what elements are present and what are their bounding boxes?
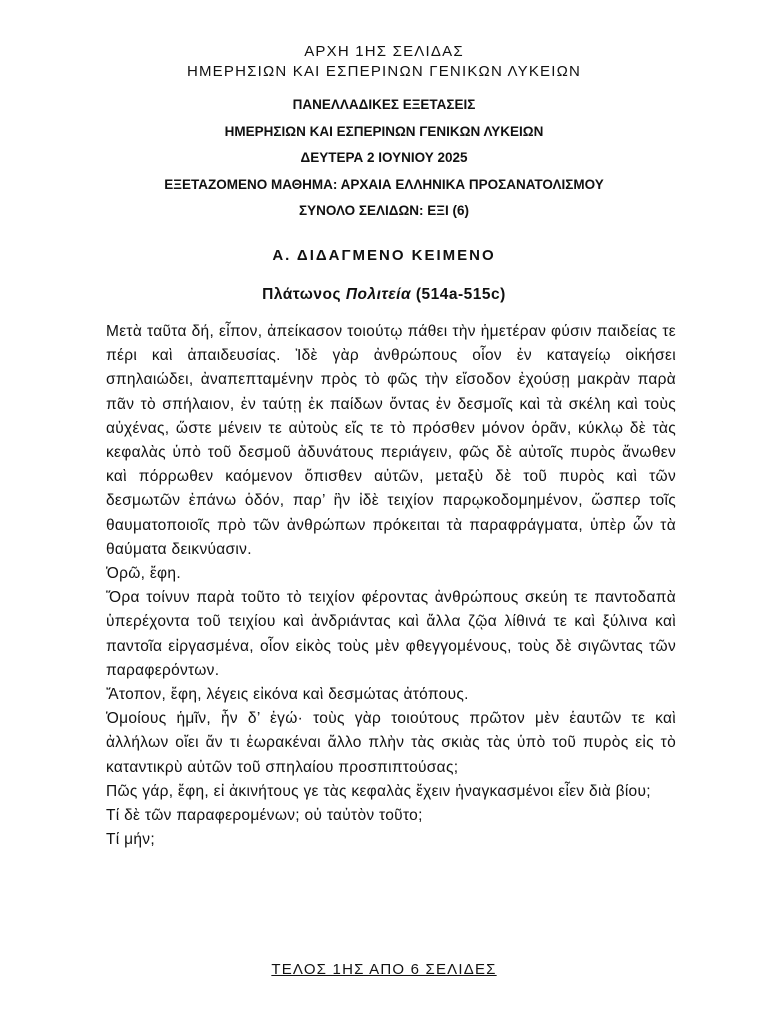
exam-info-block [0,92,768,225]
section-title: Α. ΔΙΔΑΓΜΕΝΟ ΚΕΙΜΕΝΟ [272,247,496,264]
exam-page-count: ΣΥΝΟΛΟ ΣΕΛΙΔΩΝ: ΕΞΙ (6) [299,203,469,218]
passage-text [106,320,676,852]
exam-schools: ΗΜΕΡΗΣΙΩΝ ΚΑΙ ΕΣΠΕΡΙΝΩΝ ΓΕΝΙΚΩΝ ΛΥΚΕΙΩΝ [224,123,544,139]
passage-paragraph: Ὅρα τοίνυν παρὰ τοῦτο τὸ τειχίον φέροντας ἀνθρώπους σκεύη τε παντοδαπὰ ὑπερέχοντα τοῦ τειχίου καὶ ἀνδριάντας καὶ ἄλλα ζῷα λίθινά τε καὶ ξύλινα καὶ παντοῖα εἰργασμένα, οἷον εἰκὸς τοὺς μὲν φθεγγομένους, τοὺς δὲ σιγῶντας τῶν παραφερόντων. [106,589,676,679]
source-title [0,286,768,304]
passage-paragraph: Τί δὲ τῶν παραφερομένων; οὐ ταὐτὸν τοῦτο; [106,807,423,825]
passage-paragraph: Ἄτοπον, ἔφη, λέγεις εἰκόνα καὶ δεσμώτας ἀτόπους. [106,686,469,704]
passage-paragraph: Μετὰ ταῦτα δή, εἶπον, ἀπείκασον τοιούτῳ πάθει τὴν ἡμετέραν φύσιν παιδείας τε πέρι καὶ ἀπαιδευσίας. Ἰδὲ γὰρ ἀνθρώπους οἷον ἐν καταγείῳ οἰκήσει σπηλαιώδει, ἀναπεπταμένην πρὸς τὸ φῶς τὴν εἴσοδον ἐχούσῃ μακρὰν παρὰ πᾶν τὸ σπήλαιον, ἐν ταύτῃ ἐκ παίδων ὄντας ἐν δεσμοῖς καὶ τὰ σκέλη καὶ τοὺς αὐχένας, ὥστε μένειν τε αὐτοὺς εἴς τε τὸ πρόσθεν μόνον ὁρᾶν, κύκλῳ δὲ τὰς κεφαλὰς ὑπὸ τοῦ δεσμοῦ ἀδυνάτους περιάγειν, φῶς δὲ αὐτοῖς πυρὸς ἄνωθεν καὶ πόρρωθεν καόμενον ὄπισθεν αὐτῶν, μεταξὺ δὲ τοῦ πυρὸς καὶ τῶν δεσμωτῶν ἐπάνω ὁδόν, παρ’ ἣν ἰδὲ τειχίον παρῳκοδομημένον, ὥσπερ τοῖς θαυματοποιοῖς πρὸ τῶν ἀνθρώπων πρόκειται τὰ παραφράγματα, ὑπὲρ ὧν τὰ θαύματα δεικνύασιν. [106,323,676,558]
source-work: Πολιτεία [345,286,412,303]
page-header-start-marker: ΑΡΧΗ 1ΗΣ ΣΕΛΙΔΑΣ [304,43,464,60]
passage-paragraph: Πῶς γάρ, ἔφη, εἰ ἀκινήτους γε τὰς κεφαλὰς ἔχειν ἠναγκασμένοι εἶεν διὰ βίου; [106,782,651,800]
page-header-schools: ΗΜΕΡΗΣΙΩΝ ΚΑΙ ΕΣΠΕΡΙΝΩΝ ΓΕΝΙΚΩΝ ΛΥΚΕΙΩΝ [186,63,582,80]
passage-paragraph: Ὁμοίους ἡμῖν, ἦν δ’ ἐγώ· τοὺς γὰρ τοιούτους πρῶτον μὲν ἑαυτῶν τε καὶ ἀλλήλων οἴει ἄν τι ἑωρακέναι ἄλλο πλὴν τὰς σκιὰς τὰς ὑπὸ τοῦ πυρὸς εἰς τὸ καταντικρὺ αὐτῶν τοῦ σπηλαίου προσπιπτούσας; [106,710,676,776]
passage-paragraph: Ὁρῶ, ἔφη. [106,565,181,583]
exam-date: ΔΕΥΤΕΡΑ 2 ΙΟΥΝΙΟΥ 2025 [300,150,468,165]
exam-title: ΠΑΝΕΛΛΑΔΙΚΕΣ ΕΞΕΤΑΣΕΙΣ [292,97,476,112]
source-reference: (514a-515c) [415,286,506,303]
exam-subject: ΕΞΕΤΑΖΟΜΕΝΟ ΜΑΘΗΜΑ: ΑΡΧΑΙΑ ΕΛΛΗΝΙΚΑ ΠΡΟΣΑΝΑΤΟΛΙΣΜΟΥ [164,176,604,192]
page-header [0,42,768,82]
source-author: Πλάτωνος [262,286,342,303]
passage-paragraph: Τί μήν; [106,831,155,849]
page-footer: ΤΕΛΟΣ 1ΗΣ ΑΠΟ 6 ΣΕΛΙΔΕΣ [271,961,497,978]
